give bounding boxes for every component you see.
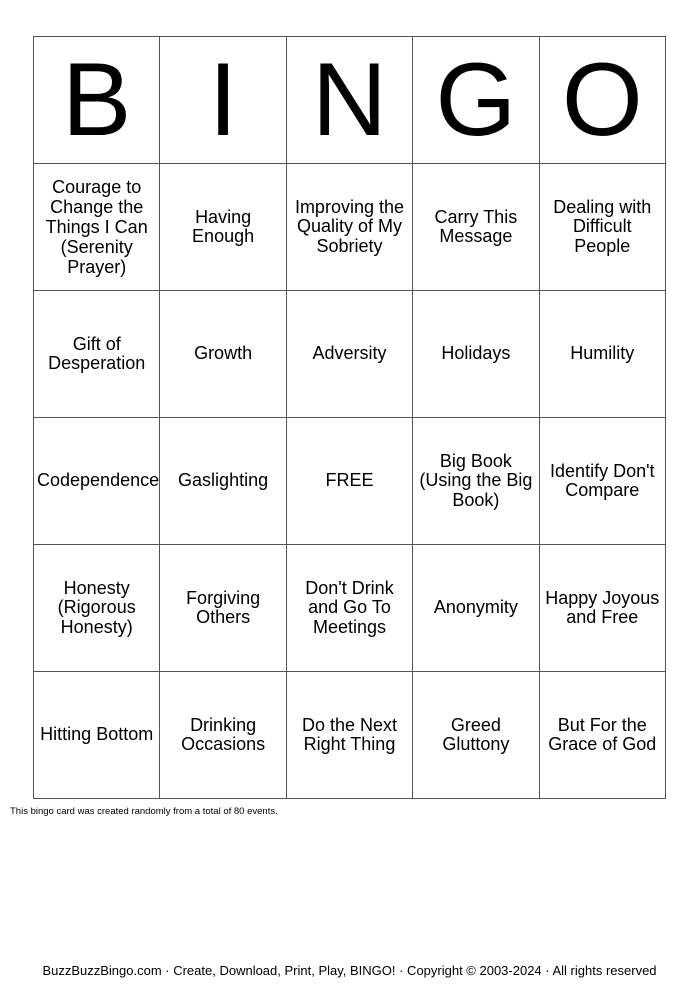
bingo-cell[interactable]: Big Book (Using the Big Book) xyxy=(413,418,539,545)
bingo-cell[interactable]: Anonymity xyxy=(413,545,539,672)
bingo-row-1 xyxy=(34,164,666,291)
bingo-cell[interactable]: Dealing with Difficult People xyxy=(539,164,665,291)
bingo-cell[interactable]: Hitting Bottom xyxy=(34,672,160,799)
bingo-cell[interactable]: Identify Don't Compare xyxy=(539,418,665,545)
bingo-row-3 xyxy=(34,418,666,545)
header-letter-n: N xyxy=(286,37,412,164)
bingo-cell[interactable]: Drinking Occasions xyxy=(160,672,286,799)
bingo-cell[interactable]: Humility xyxy=(539,291,665,418)
bingo-cell[interactable]: Gift of Desperation xyxy=(34,291,160,418)
header-letter-i: I xyxy=(160,37,286,164)
bingo-header-row xyxy=(34,37,666,164)
bingo-cell[interactable]: Growth xyxy=(160,291,286,418)
bingo-cell[interactable]: Improving the Quality of My Sobriety xyxy=(286,164,412,291)
bingo-row-4 xyxy=(34,545,666,672)
site-footer: BuzzBuzzBingo.com · Create, Download, Print, Play, BINGO! · Copyright © 2003-2024 · All rights reserved xyxy=(42,963,657,978)
bingo-cell[interactable]: Holidays xyxy=(413,291,539,418)
bingo-cell[interactable]: Happy Joyous and Free xyxy=(539,545,665,672)
bingo-cell[interactable]: Adversity xyxy=(286,291,412,418)
free-space-cell[interactable]: FREE xyxy=(286,418,412,545)
bingo-cell[interactable]: Do the Next Right Thing xyxy=(286,672,412,799)
bingo-card xyxy=(33,36,666,799)
bingo-cell[interactable]: Codependence xyxy=(34,418,160,545)
bingo-cell[interactable]: Gaslighting xyxy=(160,418,286,545)
header-letter-o: O xyxy=(539,37,665,164)
bingo-cell[interactable]: But For the Grace of God xyxy=(539,672,665,799)
header-letter-b: B xyxy=(34,37,160,164)
bingo-cell[interactable]: Carry This Message xyxy=(413,164,539,291)
bingo-cell[interactable]: Honesty (Rigorous Honesty) xyxy=(34,545,160,672)
bingo-cell[interactable]: Greed Gluttony xyxy=(413,672,539,799)
bingo-row-5 xyxy=(34,672,666,799)
bingo-row-2 xyxy=(34,291,666,418)
bingo-cell[interactable]: Having Enough xyxy=(160,164,286,291)
header-letter-g: G xyxy=(413,37,539,164)
bingo-cell[interactable]: Forgiving Others xyxy=(160,545,286,672)
bingo-cell[interactable]: Courage to Change the Things I Can (Serenity Prayer) xyxy=(34,164,160,291)
card-generation-note: This bingo card was created randomly from a total of 80 events. xyxy=(10,806,278,817)
bingo-cell[interactable]: Don't Drink and Go To Meetings xyxy=(286,545,412,672)
